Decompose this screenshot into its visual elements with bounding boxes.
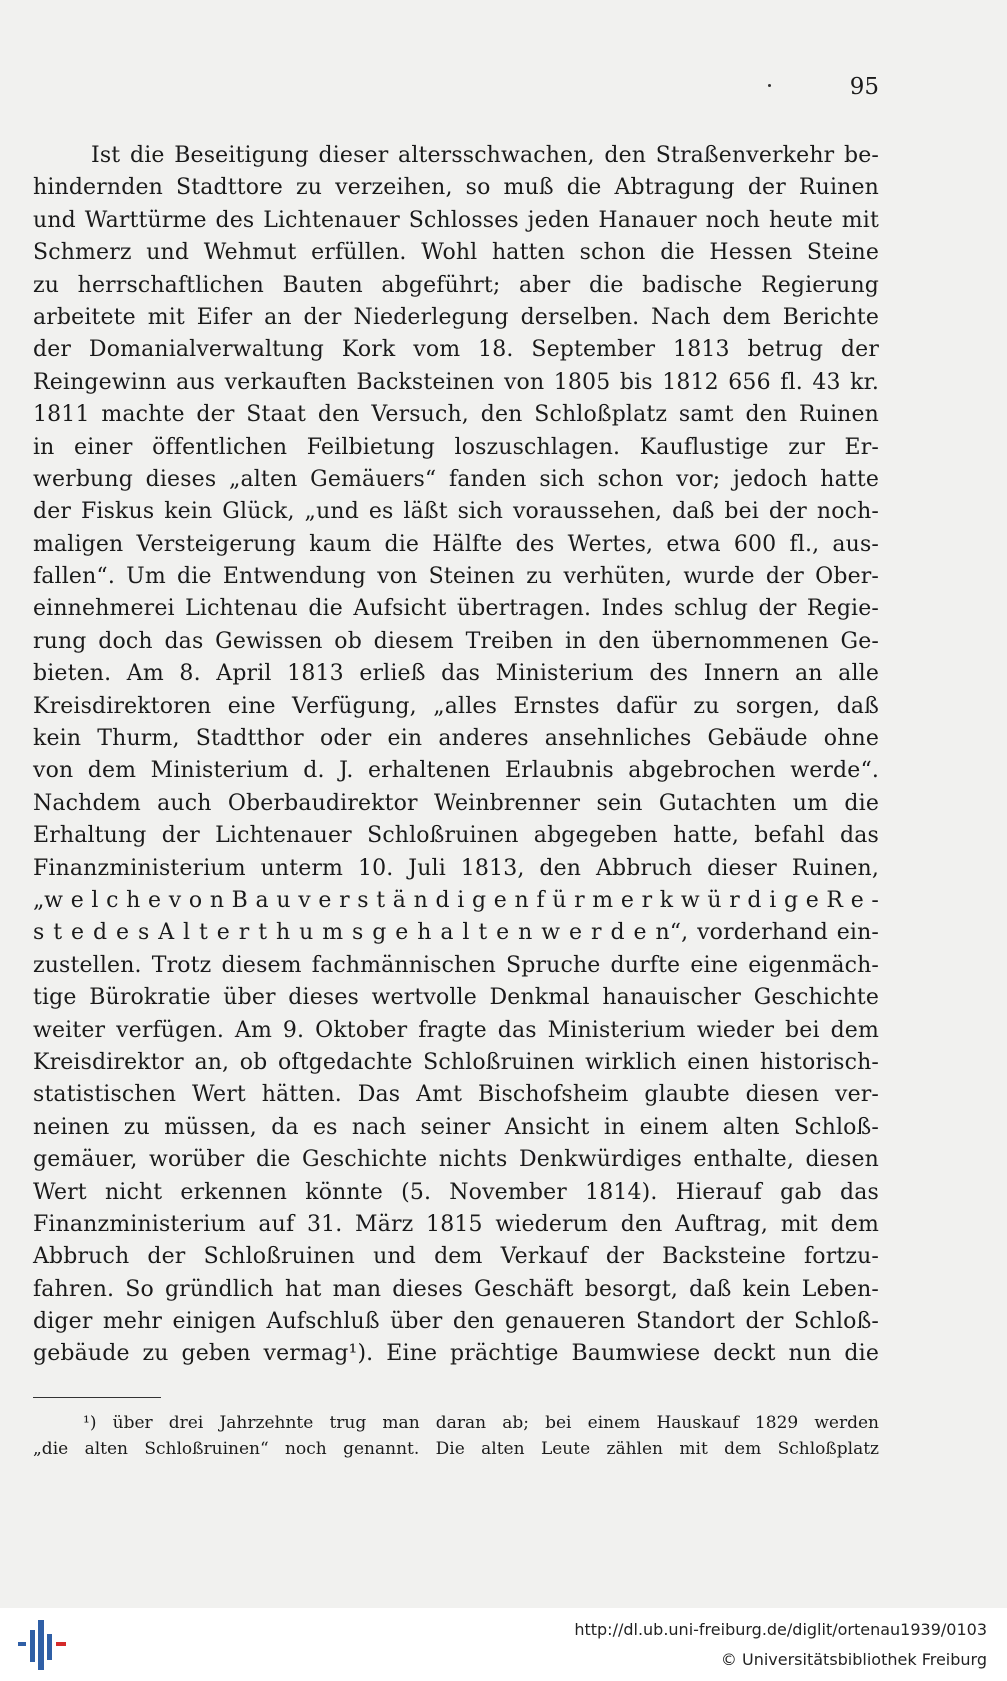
footer-url-link[interactable]: http://dl.ub.uni-freiburg.de/diglit/ortenau1939/0103 <box>574 1620 987 1639</box>
text-line: hindernden Stadttore zu verzeihen, so muß die Abtragung der Ruinen <box>33 175 879 201</box>
text-line: Kreisdirektor an, ob oftgedachte Schloßruinen wirklich einen historisch- <box>33 1049 879 1075</box>
text-line: tige Bürokratie über dieses wertvolle Denkmal hanauischer Geschichte <box>33 985 879 1011</box>
footnote-line: ¹) über drei Jahrzehnte trug man daran ab; bei einem Hauskauf 1829 werden <box>83 1413 879 1433</box>
text-line: fahren. So gründlich hat man dieses Geschäft besorgt, daß kein Leben- <box>33 1276 879 1302</box>
text-line: der Domanialverwaltung Kork vom 18. September 1813 betrug der <box>33 337 879 363</box>
page-number: 95 <box>849 74 879 100</box>
footnotes <box>33 1410 879 1462</box>
text-line: kein Thurm, Stadtthor oder ein anderes ansehnliches Gebäude ohne <box>33 726 879 752</box>
text-line: zustellen. Trotz diesem fachmännischen Spruche durfte eine eigenmäch- <box>33 952 879 978</box>
ub-freiburg-logo-icon <box>18 1620 68 1670</box>
text-line: Kreisdirektoren eine Verfügung, „alles Ernstes dafür zu sorgen, daß <box>33 693 879 719</box>
text-line: gemäuer, worüber die Geschichte nichts Denkwürdiges enthalte, diesen <box>33 1147 879 1173</box>
text-line: Finanzministerium unterm 10. Juli 1813, den Abbruch dieser Ruinen, <box>33 855 879 881</box>
text-line: Ist die Beseitigung dieser altersschwachen, den Straßenverkehr be- <box>91 143 879 168</box>
footer-copyright: © Universitätsbibliothek Freiburg <box>720 1650 987 1669</box>
text-line: einnehmerei Lichtenau die Aufsicht übertragen. Indes schlug der Regie- <box>33 596 879 622</box>
text-line: bieten. Am 8. April 1813 erließ das Ministerium des Innern an alle <box>33 661 879 687</box>
text-line: Finanzministerium auf 31. März 1815 wiederum den Auftrag, mit dem <box>33 1211 879 1237</box>
text-line: neinen zu müssen, da es nach seiner Ansicht in einem alten Schloß- <box>33 1114 879 1140</box>
text-line: statistischen Wert hätten. Das Amt Bischofsheim glaubte diesen ver- <box>33 1082 879 1108</box>
text-line: Erhaltung der Lichtenauer Schloßruinen abgegeben hatte, befahl das <box>33 823 879 849</box>
footer-bar <box>0 1608 1007 1681</box>
footnote-rule <box>33 1397 161 1398</box>
text-line: Reingewinn aus verkauften Backsteinen von 1805 bis 1812 656 fl. 43 kr. <box>33 369 879 395</box>
text-line: werbung dieses „alten Gemäuers“ fanden sich schon vor; jedoch hatte <box>33 466 879 492</box>
footnote-line: „die alten Schloßruinen“ noch genannt. Die alten Leute zählen mit dem Schloßplatz <box>33 1439 879 1459</box>
body-text <box>33 140 879 1371</box>
text-line: zu herrschaftlichen Bauten abgeführt; aber die badische Regierung <box>33 272 879 298</box>
text-line: rung doch das Gewissen ob diesem Treiben in den übernommenen Ge- <box>33 628 879 654</box>
text-line: s t e d e s A l t e r t h u m s g e h a l t e n w e r d e n“, vorderhand ein- <box>33 920 879 946</box>
text-line: weiter verfügen. Am 9. Oktober fragte das Ministerium wieder bei dem <box>33 1017 879 1043</box>
text-line: Schmerz und Wehmut erfüllen. Wohl hatten schon die Hessen Steine <box>33 240 879 266</box>
text-line: Wert nicht erkennen könnte (5. November 1814). Hierauf gab das <box>33 1179 879 1205</box>
text-line: der Fiskus kein Glück, „und es läßt sich voraussehen, daß bei der noch- <box>33 499 879 525</box>
text-line: fallen“. Um die Entwendung von Steinen zu verhüten, wurde der Ober- <box>33 564 879 590</box>
text-line: Nachdem auch Oberbaudirektor Weinbrenner sein Gutachten um die <box>33 790 879 816</box>
text-line: gebäude zu geben vermag¹). Eine prächtige Baumwiese deckt nun die <box>33 1341 879 1367</box>
text-line: arbeitete mit Eifer an der Niederlegung derselben. Nach dem Berichte <box>33 304 879 330</box>
text-line: Abbruch der Schloßruinen und dem Verkauf der Backsteine fortzu- <box>33 1244 879 1270</box>
text-line: maligen Versteigerung kaum die Hälfte des Wertes, etwa 600 fl., aus- <box>33 531 879 557</box>
text-line: und Warttürme des Lichtenauer Schlosses jeden Hanauer noch heute mit <box>33 207 879 233</box>
text-line: 1811 machte der Staat den Versuch, den Schloßplatz samt den Ruinen <box>33 402 879 428</box>
text-line: diger mehr einigen Aufschluß über den genaueren Standort der Schloß- <box>33 1309 879 1335</box>
text-line: „w e l c h e v o n B a u v e r s t ä n d i g e n f ü r m e r k w ü r d i g e R e - <box>33 887 879 913</box>
text-line: in einer öffentlichen Feilbietung loszuschlagen. Kauflustige zur Er- <box>33 434 879 460</box>
speck-dot <box>768 84 771 87</box>
text-line: von dem Ministerium d. J. erhaltenen Erlaubnis abgebrochen werde“. <box>33 758 879 784</box>
